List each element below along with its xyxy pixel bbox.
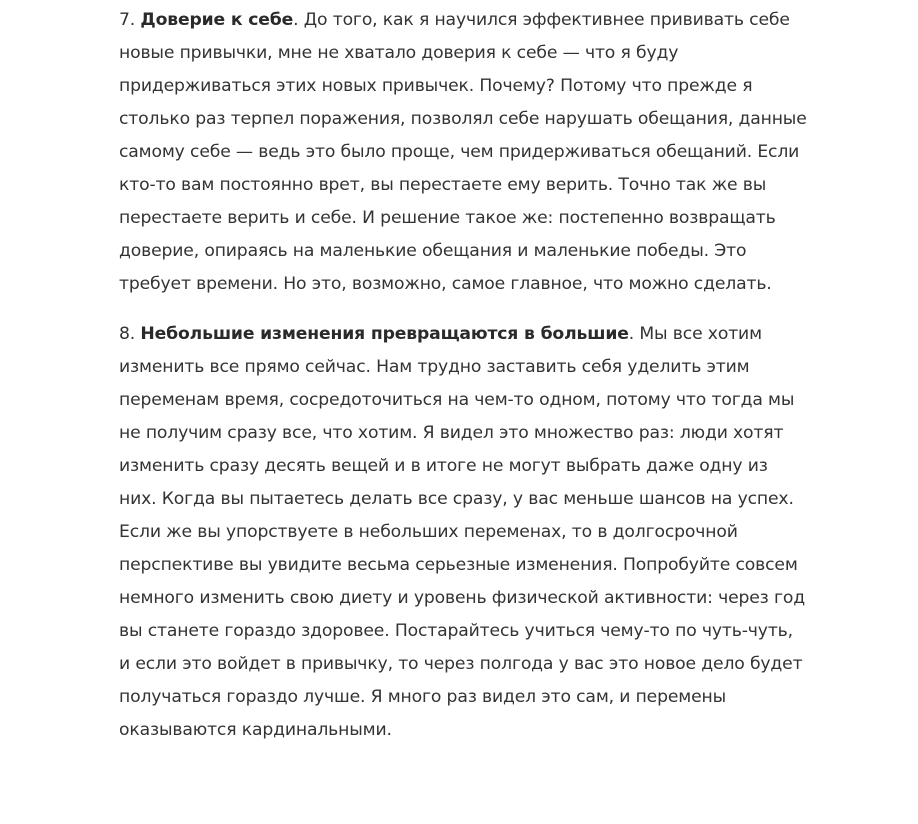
- paragraph-number: 8.: [119, 324, 141, 344]
- paragraph-heading: Небольшие изменения превращаются в большие: [140, 324, 629, 344]
- paragraph-number: 7.: [119, 10, 141, 30]
- article-body: [119, 4, 809, 764]
- paragraph-self-trust: [119, 4, 809, 301]
- paragraph-heading: Доверие к себе: [140, 10, 294, 30]
- paragraph-text: . Мы все хотим изменить все прямо сейчас. Нам трудно заставить себя уделить этим переменам время, сосредоточиться на чем-то одном, потому что тогда мы не получим сразу все, что хотим. Я видел это множество раз: люди хотят изменить сразу десять вещей и в итоге не могут выбрать даже одну из них. Когда вы пытаетесь делать все сразу, у вас меньше шансов на успех. Если же вы упорствуете в небольших переменах, то в долгосрочной перспективе вы увидите весьма серьезные изменения. Попробуйте совсем немного изменить свою диету и уровень физической активности: через год вы станете гораздо здоровее. Постарайтесь учиться чему-то по чуть-чуть, и если это войдет в привычку, то через полгода у вас это новое дело будет получаться гораздо лучше. Я много раз видел это сам, и перемены оказываются кардинальными.: [119, 324, 805, 740]
- paragraph-text: . До того, как я научился эффективнее прививать себе новые привычки, мне не хватало доверия к себе — что я буду придерживаться этих новых привычек. Почему? Потому что прежде я столько раз терпел поражения, позволял себе нарушать обещания, данные самому себе — ведь это было проще, чем придерживаться обещаний. Если кто-то вам постоянно врет, вы перестаете ему верить. Точно так же вы перестаете верить и себе. И решение такое же: постепенно возвращать доверие, опираясь на маленькие обещания и маленькие победы. Это требует времени. Но это, возможно, самое главное, что можно сделать.: [119, 10, 807, 294]
- paragraph-small-changes: [119, 318, 809, 747]
